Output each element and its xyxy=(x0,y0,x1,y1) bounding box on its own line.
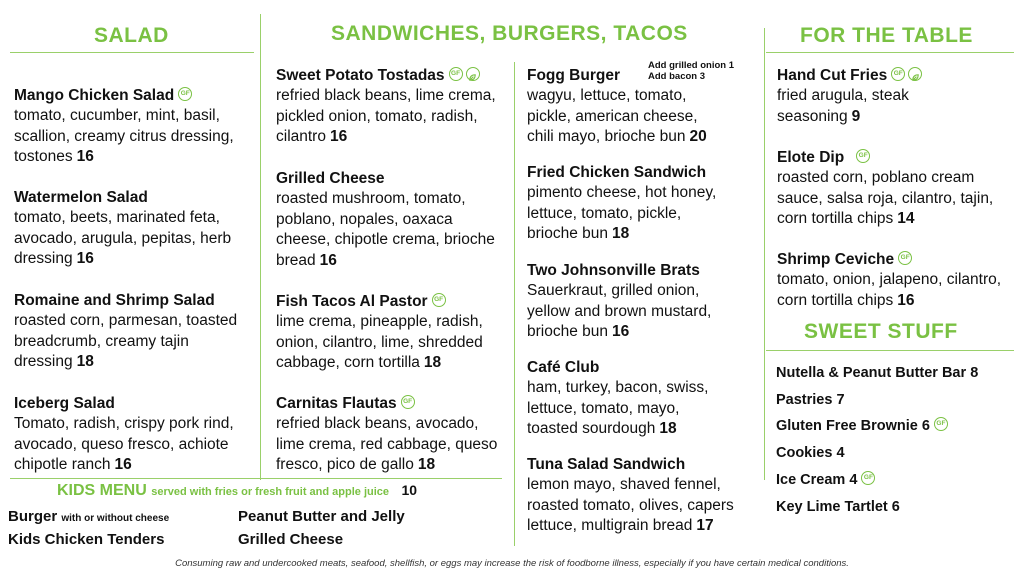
item-name: Nutella & Peanut Butter Bar xyxy=(776,365,967,381)
menu-item-sweet-potato-tostadas xyxy=(276,66,508,148)
menu-item-fish-tacos-al-pastor xyxy=(276,292,508,374)
item-description: lemon mayo, shaved fennel, roasted tomato, olives, capers lettuce, multigrain bread xyxy=(527,476,734,534)
kids-item-chicken-tenders xyxy=(8,531,164,548)
divider-middle xyxy=(514,62,515,546)
divider-right xyxy=(764,28,765,480)
menu-item-fogg-burger xyxy=(527,66,759,148)
vegetarian-leaf-icon xyxy=(908,67,922,81)
item-name: Kids Chicken Tenders xyxy=(8,531,165,548)
table-header: FOR THE TABLE xyxy=(800,24,973,47)
sweet-item-gf-brownie xyxy=(776,418,948,434)
item-name: Romaine and Shrimp Salad xyxy=(14,292,215,309)
sandwiches-header: SANDWICHES, BURGERS, TACOS xyxy=(331,22,688,45)
item-name: Ice Cream xyxy=(776,472,846,488)
item-price: 16 xyxy=(76,148,94,165)
sweet-item-key-lime-tartlet xyxy=(776,499,900,515)
item-name: Fogg Burger xyxy=(527,67,620,84)
item-name: Tuna Salad Sandwich xyxy=(527,456,686,473)
menu-item-carnitas-flautas xyxy=(276,394,508,476)
salad-rule xyxy=(10,52,254,53)
gluten-free-icon: GF xyxy=(891,67,905,81)
item-name: Gluten Free Brownie xyxy=(776,418,918,434)
item-name: Shrimp Ceviche xyxy=(777,251,895,268)
food-safety-disclaimer: Consuming raw and undercooked meats, seafood, shellfish, or eggs may increase the risk of foodborne illness, especially if you have certain medical conditions. xyxy=(175,558,849,569)
item-description: tomato, onion, jalapeno, cilantro, corn tortilla chips xyxy=(777,271,1002,309)
item-name: Hand Cut Fries xyxy=(777,67,888,84)
sweet-item-nutella-bar xyxy=(776,365,978,381)
addon-grilled-onion: Add grilled onion 1 xyxy=(648,60,735,71)
menu-item-fried-chicken-sandwich xyxy=(527,163,759,245)
item-name: Elote Dip xyxy=(777,149,845,166)
kids-item-pbj xyxy=(238,508,405,525)
menu-item-hand-cut-fries xyxy=(777,66,1017,127)
item-description: ham, turkey, bacon, swiss, lettuce, tomato, mayo, toasted sourdough xyxy=(527,379,709,437)
item-name: Fish Tacos Al Pastor xyxy=(276,293,428,310)
menu-item-shrimp-ceviche xyxy=(777,250,1017,311)
item-name: Fried Chicken Sandwich xyxy=(527,164,707,181)
item-name: Carnitas Flautas xyxy=(276,395,397,412)
item-description: Tomato, radish, crispy pork rind, avocado, queso fresco, achiote chipotle ranch xyxy=(14,415,234,473)
item-price: 6 xyxy=(921,418,930,434)
item-price: 14 xyxy=(897,210,915,227)
item-price: 16 xyxy=(76,250,94,267)
item-price: 16 xyxy=(329,128,348,145)
addon-bacon: Add bacon 3 xyxy=(648,71,706,82)
item-description: roasted mushroom, tomato, poblano, nopales, oaxaca cheese, chipotle crema, brioche bread xyxy=(276,190,495,269)
gluten-free-icon: GF xyxy=(856,149,870,163)
item-price: 18 xyxy=(659,420,677,437)
menu-item-grilled-cheese xyxy=(276,169,508,271)
item-price: 8 xyxy=(970,365,979,381)
gluten-free-icon: GF xyxy=(934,417,948,431)
sweet-header: SWEET STUFF xyxy=(804,320,958,343)
item-price: 9 xyxy=(851,107,861,125)
kids-item-grilled-cheese xyxy=(238,531,343,548)
item-price: 16 xyxy=(114,456,132,473)
item-price: 18 xyxy=(612,225,630,242)
kids-item-burger xyxy=(8,508,169,525)
menu-item-iceberg-salad xyxy=(14,394,258,476)
item-price: 18 xyxy=(423,354,442,371)
item-description: fried arugula, steak seasoning xyxy=(777,87,909,125)
menu-item-cafe-club xyxy=(527,358,759,440)
item-price: 4 xyxy=(849,472,858,488)
item-description: tomato, cucumber, mint, basil, scallion, creamy citrus dressing, tostones xyxy=(14,107,234,165)
kids-menu-subtitle: served with fries or fresh fruit and apple juice xyxy=(151,486,390,498)
menu-item-mango-chicken-salad xyxy=(14,86,258,168)
item-price: 18 xyxy=(417,456,436,473)
table-rule xyxy=(766,52,1014,53)
item-name: Grilled Cheese xyxy=(238,531,344,548)
menu-item-elote-dip xyxy=(777,148,1017,230)
sweet-rule xyxy=(766,350,1014,351)
menu-item-johnsonville-brats xyxy=(527,261,759,343)
item-description: pimento cheese, hot honey, lettuce, tomato, pickle, brioche bun xyxy=(527,184,717,242)
kids-rule xyxy=(10,478,502,479)
item-name: Iceberg Salad xyxy=(14,395,115,412)
item-description: refried black beans, avocado, lime crema, red cabbage, queso fresco, pico de gallo xyxy=(276,415,498,473)
sweet-item-pastries xyxy=(776,392,845,408)
item-price: 16 xyxy=(612,323,630,340)
item-name: Two Johnsonville Brats xyxy=(527,262,700,279)
item-price: 20 xyxy=(689,128,707,145)
gluten-free-icon: GF xyxy=(432,293,446,307)
divider-left xyxy=(260,14,261,480)
salad-header: SALAD xyxy=(94,24,169,47)
item-description: wagyu, lettuce, tomato, pickle, american cheese, chili mayo, brioche bun xyxy=(527,87,698,145)
item-price: 17 xyxy=(696,517,714,534)
item-name: Peanut Butter and Jelly xyxy=(238,508,405,525)
item-name: Mango Chicken Salad xyxy=(14,87,175,104)
kids-menu-price: 10 xyxy=(401,482,418,498)
item-price: 16 xyxy=(897,291,915,309)
gluten-free-icon: GF xyxy=(861,471,875,485)
item-name: Grilled Cheese xyxy=(276,170,385,187)
gluten-free-icon: GF xyxy=(449,67,463,81)
gluten-free-icon: GF xyxy=(401,395,415,409)
item-name: Key Lime Tartlet xyxy=(776,499,888,515)
item-name: Burger xyxy=(8,508,58,525)
item-price: 16 xyxy=(319,251,337,269)
item-description: roasted corn, poblano cream sauce, salsa roja, cilantro, tajin, corn tortilla chips xyxy=(777,169,994,227)
menu-item-tuna-salad-sandwich xyxy=(527,455,759,537)
item-name: Cookies xyxy=(776,445,833,461)
item-description: Sauerkraut, grilled onion, yellow and brown mustard, brioche bun xyxy=(527,282,712,340)
item-description: tomato, beets, marinated feta, avocado, arugula, pepitas, herb dressing xyxy=(14,209,232,267)
sweet-item-cookies xyxy=(776,445,845,461)
item-name: Sweet Potato Tostadas xyxy=(276,67,445,84)
gluten-free-icon: GF xyxy=(178,87,192,101)
kids-menu-title xyxy=(57,482,417,500)
item-description: roasted corn, parmesan, toasted breadcrumb, creamy tajin dressing xyxy=(14,312,238,370)
menu-item-watermelon-salad xyxy=(14,188,258,270)
item-price: 6 xyxy=(891,499,900,515)
menu-item-romaine-shrimp-salad xyxy=(14,291,258,373)
item-description: refried black beans, lime crema, pickled onion, tomato, radish, cilantro xyxy=(276,87,496,145)
item-description: lime crema, pineapple, radish, onion, cilantro, lime, shredded cabbage, corn tortilla xyxy=(276,313,483,371)
item-note: with or without cheese xyxy=(61,513,170,524)
item-price: 18 xyxy=(76,353,94,370)
item-name: Watermelon Salad xyxy=(14,189,148,206)
item-price: 7 xyxy=(836,392,845,408)
gluten-free-icon: GF xyxy=(898,251,912,265)
sweet-item-ice-cream xyxy=(776,472,875,488)
vegetarian-leaf-icon xyxy=(466,67,480,81)
item-price: 4 xyxy=(836,445,845,461)
item-name: Pastries xyxy=(776,392,833,408)
kids-menu-heading: KIDS MENU xyxy=(57,482,147,499)
item-name: Café Club xyxy=(527,359,600,376)
